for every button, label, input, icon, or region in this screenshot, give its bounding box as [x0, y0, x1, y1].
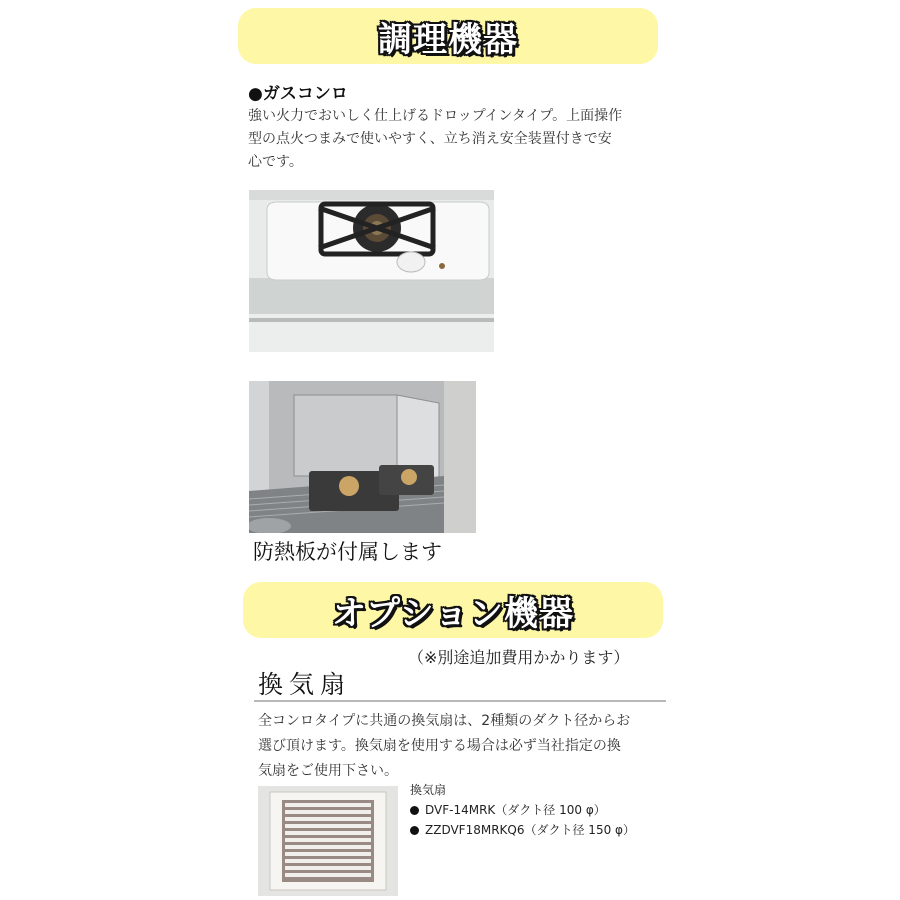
- desc-line-3: 心です。: [248, 154, 303, 170]
- section-banner-cooking: [238, 8, 658, 64]
- banner-title-options: オプション機器: [332, 593, 574, 634]
- fan-model-item: [410, 820, 635, 840]
- heat-shield-photo: [249, 381, 476, 533]
- section-banner-options: [243, 582, 663, 638]
- heat-shield-caption: 防熱板が付属します: [253, 540, 442, 564]
- fan-model-label: DVF-14MRK（ダクト径 100 φ）: [425, 803, 606, 817]
- desc-line-2: 型の点火つまみで使いやすく、立ち消え安全装置付きで安: [248, 131, 612, 147]
- fan-desc-line-1: 全コンロタイプに共通の換気扇は、2種類のダクト径からお: [258, 713, 631, 729]
- fan-list-title: 換気扇: [410, 783, 447, 797]
- fan-model-list: [410, 780, 635, 840]
- section-divider: [254, 700, 666, 702]
- banner-title-cooking: 調理機器: [378, 19, 518, 60]
- ventilation-fan-title: 換気扇: [258, 670, 352, 699]
- ventilation-fan-photo: [258, 786, 398, 896]
- fan-model-item: [410, 800, 635, 820]
- desc-line-1: 強い火力でおいしく仕上げるドロップインタイプ。上面操作: [248, 108, 623, 124]
- gas-stove-description: [248, 105, 668, 174]
- gas-stove-photo: [249, 190, 494, 352]
- bullet-icon: [410, 806, 419, 815]
- fan-desc-line-2: 選び頂けます。換気扇を使用する場合は必ず当社指定の換: [258, 738, 621, 754]
- fan-model-label: ZZDVF18MRKQ6（ダクト径 150 φ）: [425, 823, 635, 837]
- gas-stove-heading: ●ガスコンロ: [248, 84, 348, 104]
- bullet-icon: [410, 826, 419, 835]
- ventilation-fan-description: [258, 709, 668, 784]
- extra-cost-note: （※別途追加費用かかります）: [408, 648, 630, 667]
- fan-desc-line-3: 気扇をご使用下さい。: [258, 763, 398, 779]
